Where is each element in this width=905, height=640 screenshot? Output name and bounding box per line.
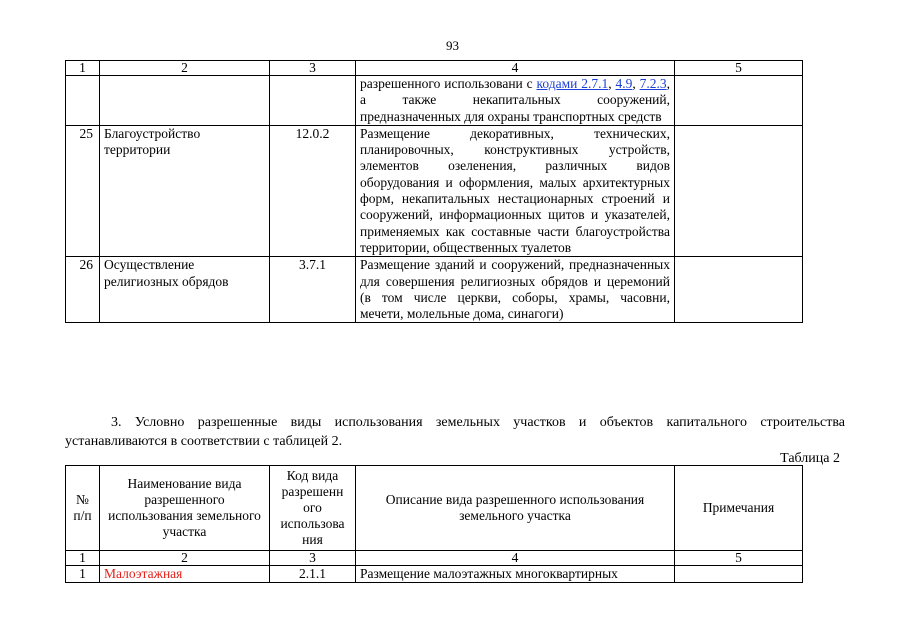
header-description: Описание вида разрешенного использования земельного участка xyxy=(356,466,675,551)
num-cell: 26 xyxy=(66,257,100,323)
col-number: 3 xyxy=(270,551,356,566)
name-cell: Малоэтажная xyxy=(100,566,270,583)
col-number: 5 xyxy=(675,551,803,566)
table-row-continuation xyxy=(66,76,803,126)
code-cell xyxy=(270,76,356,126)
table-2-header xyxy=(66,466,803,551)
description-cell: Размещение декоративных, технических, планировочных, конструктивных устройств, элементов озеленения, различных видов оборудования и оформления, малых архитектурных форм, некапитальных нестационарных строений и сооружений, информационных щитов и указателей, применяемых как составные части благоустройства территории, общественных туалетов xyxy=(356,125,675,256)
col-number: 4 xyxy=(356,551,675,566)
description-cell: Размещение зданий и сооружений, предназначенных для совершения религиозных обрядов и церемоний (в том числе церкви, соборы, храмы, часовни, мечети, молельные дома, синагоги) xyxy=(356,257,675,323)
code-cell: 12.0.2 xyxy=(270,125,356,256)
name-cell: Благоустройство территории xyxy=(100,125,270,256)
paragraph-conditional-uses: 3. Условно разрешенные виды использования земельных участков и объектов капитального строительства устанавливаются в соответствии с таблицей 2. xyxy=(65,415,845,449)
header-notes: Примечания xyxy=(675,466,803,551)
col-number: 2 xyxy=(100,61,270,76)
note-cell xyxy=(675,76,803,126)
header-num: № п/п xyxy=(66,466,100,551)
description-text: , а также некапитальных сооружений, предназначенных для охраны транспортных средств xyxy=(360,76,670,124)
header-name: Наименование вида разрешенного использования земельного участка xyxy=(100,466,270,551)
note-cell xyxy=(675,125,803,256)
table-2-label: Таблица 2 xyxy=(780,451,840,466)
description-cell: Размещение малоэтажных многоквартирных xyxy=(356,566,675,583)
table-row xyxy=(66,566,803,583)
code-link-2-7-1[interactable]: кодами 2.7.1 xyxy=(536,76,609,91)
name-cell: Осуществление религиозных обрядов xyxy=(100,257,270,323)
note-cell xyxy=(675,257,803,323)
description-cell xyxy=(356,76,675,126)
num-cell: 25 xyxy=(66,125,100,256)
code-link-7-2-3[interactable]: 7.2.3 xyxy=(639,76,667,91)
page-number: 93 xyxy=(446,38,459,53)
num-cell: 1 xyxy=(66,566,100,583)
name-cell xyxy=(100,76,270,126)
col-number: 1 xyxy=(66,61,100,76)
col-number: 4 xyxy=(356,61,675,76)
table-1 xyxy=(65,60,803,323)
table-2 xyxy=(65,465,803,583)
num-cell xyxy=(66,76,100,126)
separator: , xyxy=(608,76,616,91)
separator: , xyxy=(632,76,640,91)
code-cell: 2.1.1 xyxy=(270,566,356,583)
table-2-column-numbers xyxy=(66,551,803,566)
note-cell xyxy=(675,566,803,583)
col-number: 2 xyxy=(100,551,270,566)
table-row xyxy=(66,125,803,256)
description-text: разрешенного использовани с xyxy=(360,76,537,91)
col-number: 5 xyxy=(675,61,803,76)
code-cell: 3.7.1 xyxy=(270,257,356,323)
col-number: 1 xyxy=(66,551,100,566)
table-row xyxy=(66,257,803,323)
code-link-4-9[interactable]: 4.9 xyxy=(615,76,633,91)
col-number: 3 xyxy=(270,61,356,76)
header-code: Код вида разрешенн ого использова ния xyxy=(270,466,356,551)
table-1-column-numbers xyxy=(66,61,803,76)
